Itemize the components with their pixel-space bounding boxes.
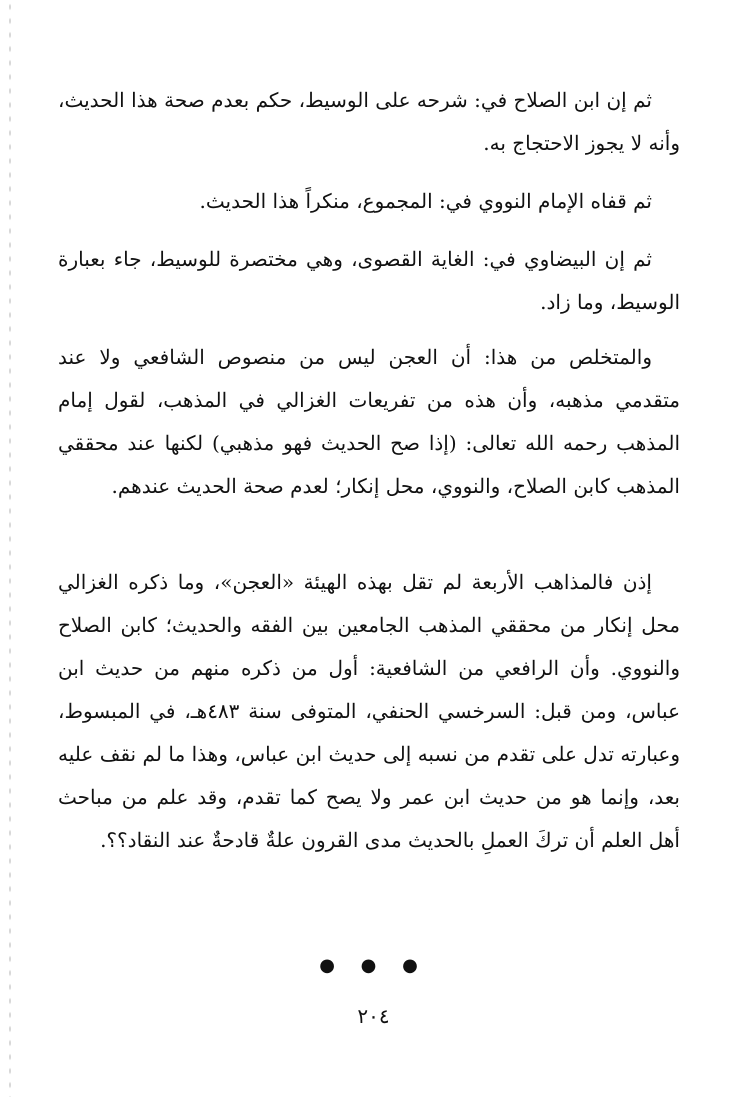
paragraph-four-schools: إذن فالمذاهب الأربعة لم تقل بهذه الهيئة «العجن»، وما ذكره الغزالي محل إنكار من محققي المذهب الجامعين بين الفقه والحديث؛ كابن الصلاح والنووي. وأن الرافعي من الشافعية: أول من ذكره منهم من حديث ابن عباس، ومن قبل: السرخسي الحنفي، المتوفى سنة ٤٨٣هـ، في المبسوط، وعبارته تدل على تقدم من نسبه إلى حديث ابن عباس، وهذا ما لم نقف عليه بعد، وإنما هو من حديث ابن عمر ولا يصح كما تقدم، وقد علم من مباحث أهل العلم أن تركَ العملِ بالحديث مدى القرون علةٌ قادحةٌ عند النقاد؟؟. [58,570,680,852]
section-separator: ● ● ● [319,955,428,976]
paragraph-ibn-salah: ثم إن ابن الصلاح في: شرحه على الوسيط، حكم بعدم صحة هذا الحديث، وأنه لا يجوز الاحتجاج به. [58,88,680,155]
paragraph-nawawi: ثم قفاه الإمام النووي في: المجموع، منكراً هذا الحديث. [199,189,652,213]
paragraph-conclusion: والمتخلص من هذا: أن العجن ليس من منصوص الشافعي ولا عند متقدمي مذهبه، وأن هذه من تفريعات الغزالي في المذهب، لقول إمام المذهب رحمه الله تعالى: (إذا صح الحديث فهو مذهبي) لكنها عند محققي المذهب كابن الصلاح، والنووي، محل إنكار؛ لعدم صحة الحديث عندهم. [58,345,680,498]
paragraph-baydawi: ثم إن البيضاوي في: الغاية القصوى، وهي مختصرة للوسيط، جاء بعبارة الوسيط، وما زاد. [58,247,680,314]
scan-margin-dots [8,0,12,1097]
page-number: ٢٠٤ [357,1004,390,1028]
